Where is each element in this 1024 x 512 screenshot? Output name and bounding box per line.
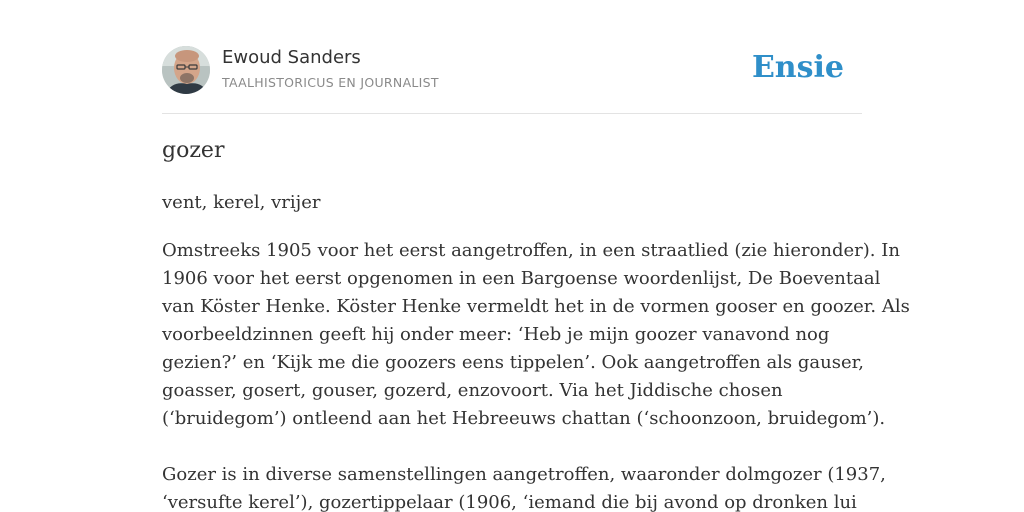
person-photo-icon — [162, 46, 210, 94]
text-line: (‘bruidegom’) ontleend aan het Hebreeuws chattan (‘schoonzoon, bruidegom’). — [162, 408, 886, 429]
text-line: voorbeeldzinnen geeft hij onder meer: ‘Heb je mijn goozer vanavond nog — [162, 324, 830, 345]
text-line: gezien?’ en ‘Kijk me die goozers eens tippelen’. Ook aangetroffen als gauser, — [162, 352, 864, 373]
text-line: Omstreeks 1905 voor het eerst aangetroffen, in een straatlied (zie hieronder). In — [162, 240, 900, 261]
text-line: ‘versufte kerel’), gozertippelaar (1906, ‘iemand die bij avond op dronken lui — [162, 492, 857, 512]
text-line: Gozer is in diverse samenstellingen aangetroffen, waaronder dolmgozer (1937, — [162, 464, 886, 485]
entry-meaning: vent, kerel, vrijer — [162, 192, 321, 213]
text-line: goasser, gosert, gouser, gozerd, enzovoort. Via het Jiddische chosen — [162, 380, 783, 401]
header-divider — [162, 113, 862, 114]
entry-body — [162, 237, 910, 512]
author-avatar[interactable] — [162, 46, 210, 94]
entry-paragraph-2 — [162, 461, 886, 512]
text-line: 1906 voor het eerst opgenomen in een Bargoense woordenlijst, De Boeventaal — [162, 268, 881, 289]
brand-logo[interactable]: Ensie — [751, 50, 844, 85]
entry-title: gozer — [162, 138, 225, 163]
author-role: TAALHISTORICUS EN JOURNALIST — [222, 75, 439, 90]
author-name[interactable]: Ewoud Sanders — [222, 47, 361, 68]
author-header — [162, 46, 862, 96]
entry-paragraph-1 — [162, 237, 910, 433]
text-line: van Köster Henke. Köster Henke vermeldt het in de vormen gooser en goozer. Als — [162, 296, 910, 317]
